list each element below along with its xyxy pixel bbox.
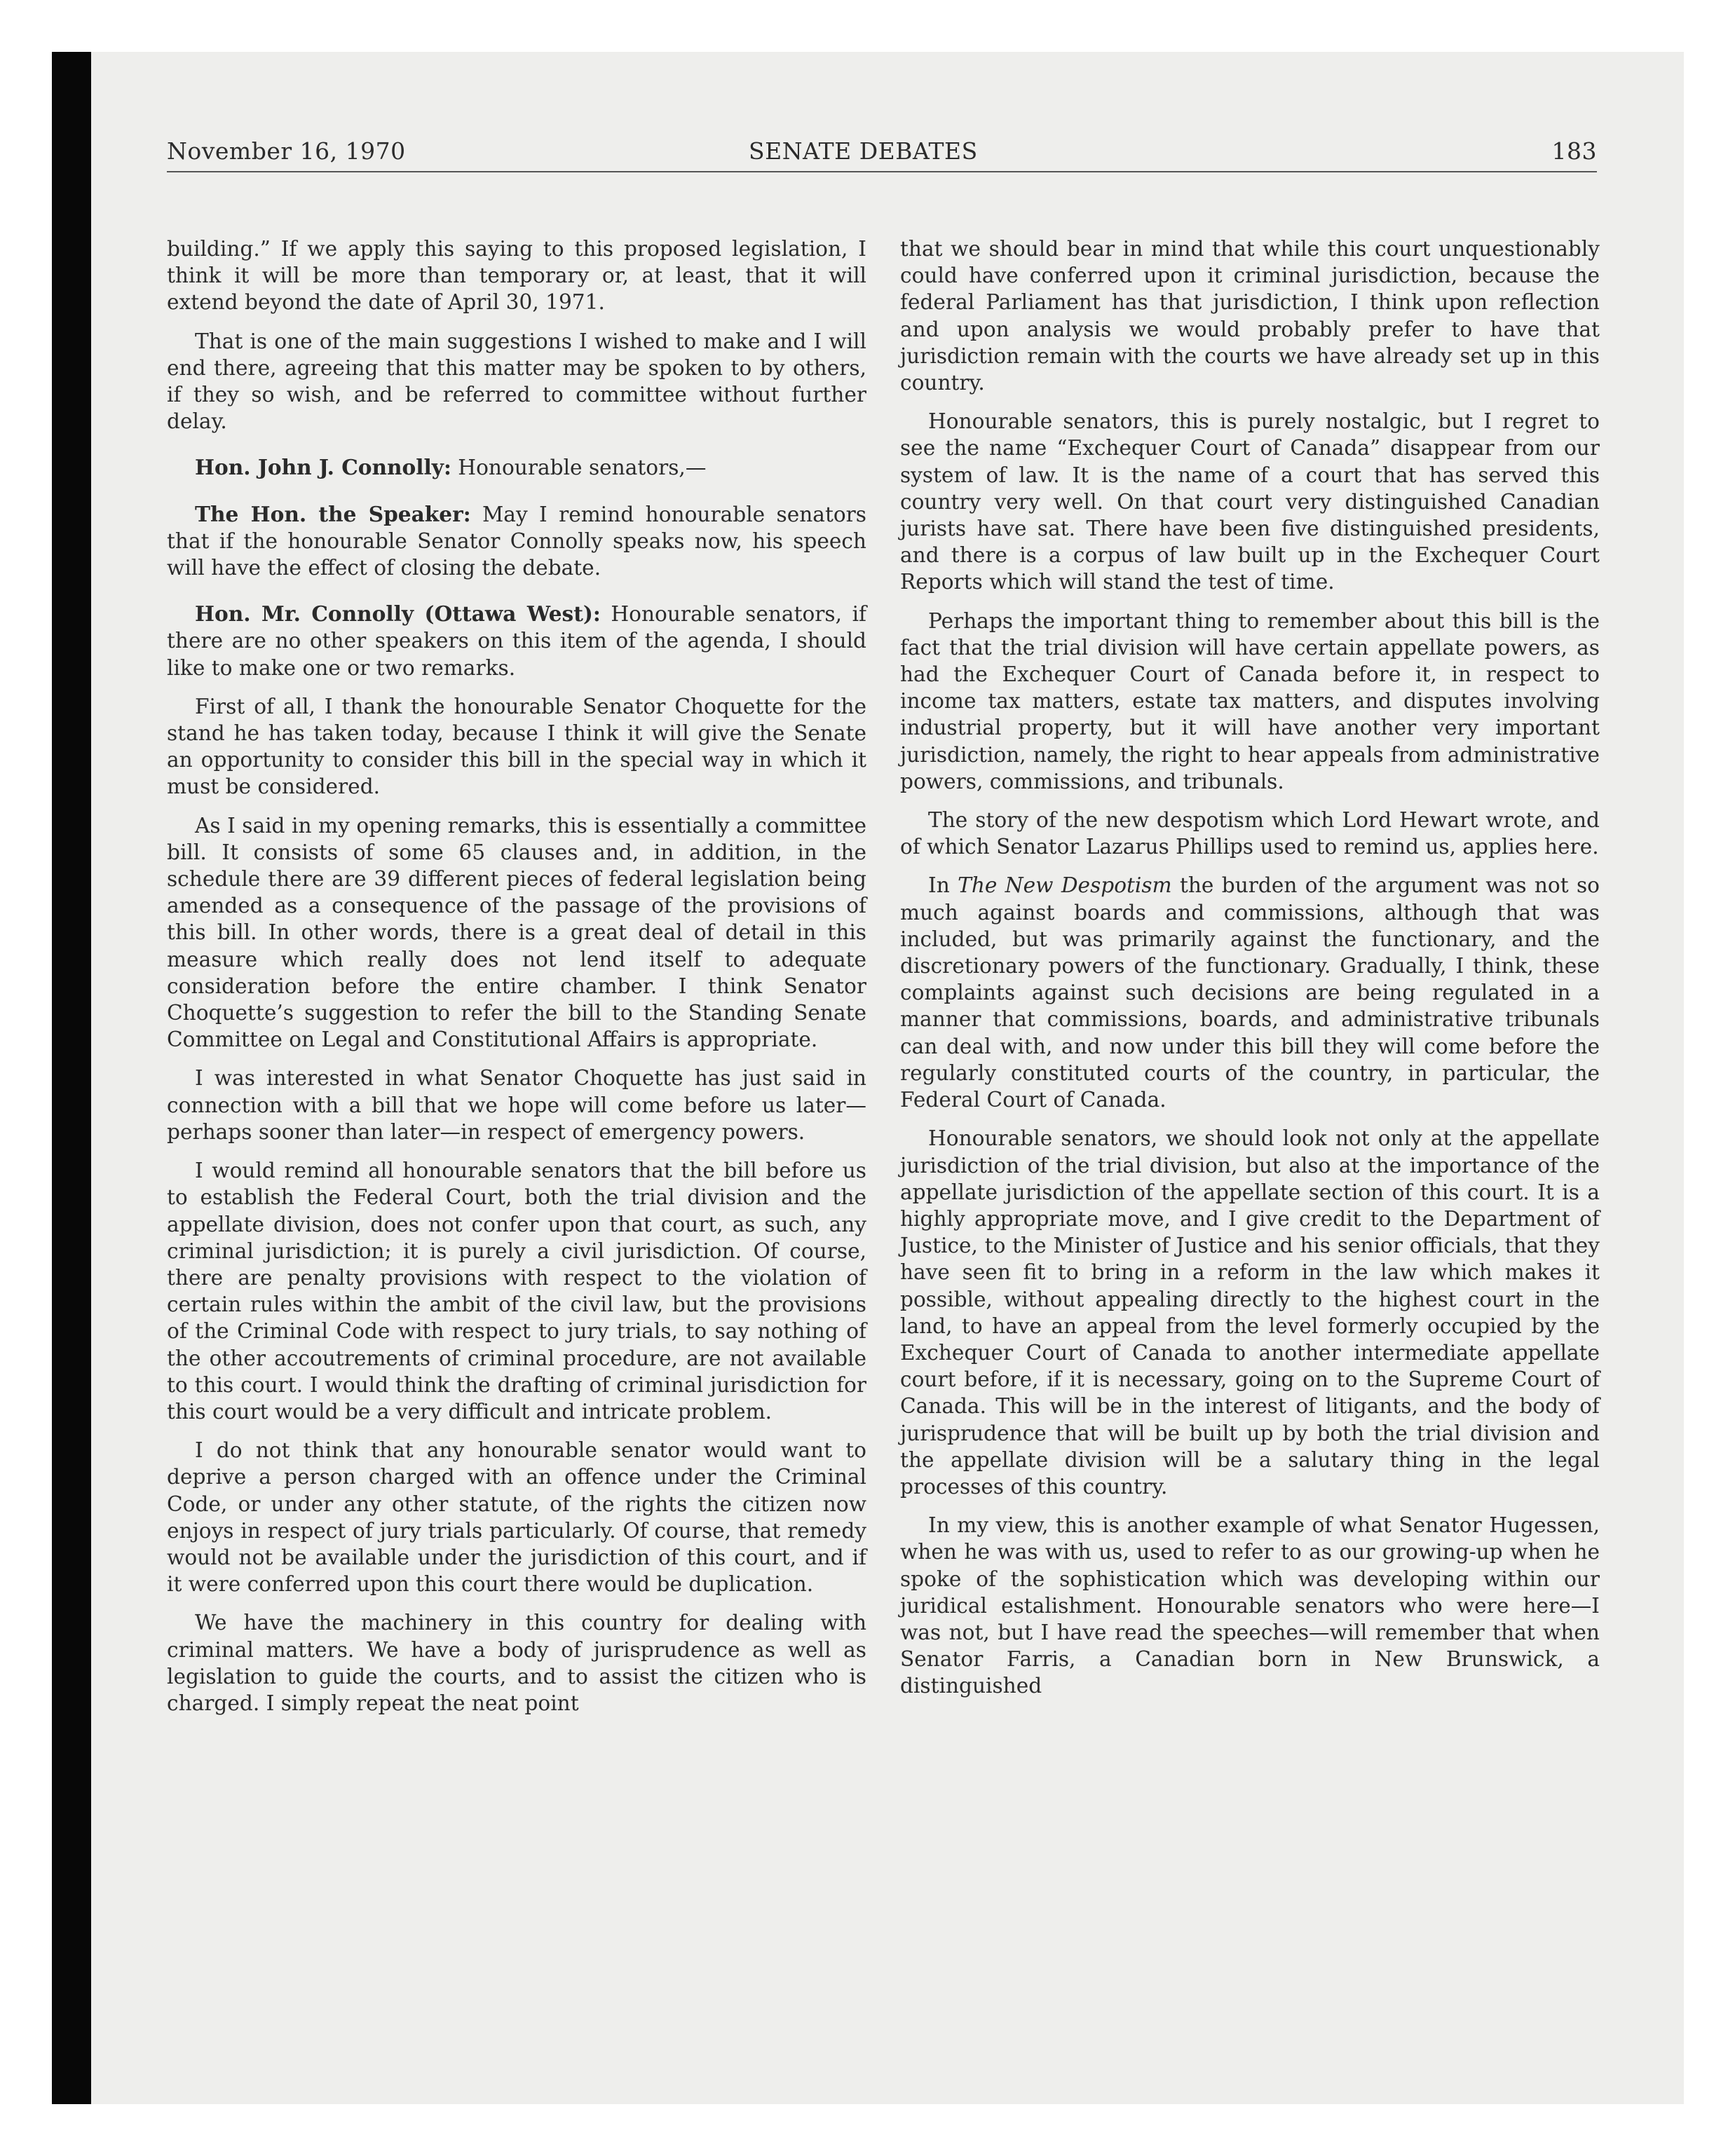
speaker-name: The Hon. the Speaker: [195,501,471,526]
paragraph: That is one of the main suggestions I wished to make and I will end there, agreeing that this matter may be spoken to by others, if they so wish, and be referred to committee without further delay. [167,329,866,434]
paragraph: I was interested in what Senator Choquette has just said in connection with a bill that we hope will come before us later—perhaps sooner than later—in respect of emergency powers. [167,1066,866,1144]
paragraph: In my view, this is another example of what Senator Hugessen, when he was with us, used to refer to as our growing-up when he spoke of the sophistication which was developing within our juridical estalishment. Honourable senators who were here—I was not, but I have read the speeches—will remember that when Senator Farris, a Canadian born in New Brunswick, a distinguished [900,1513,1600,1698]
header-title: SENATE DEBATES [749,137,978,165]
header-date: November 16, 1970 [167,137,406,165]
speech-paragraph [167,454,866,481]
speech-paragraph [167,501,866,582]
paragraph: First of all, I thank the honourable Senator Choquette for the stand he has taken today, because I think it will give the Senate an opportunity to consider this bill in the special way in which it must be considered. [167,694,866,799]
paragraph: We have the machinery in this country for dealing with criminal matters. We have a body of jurisprudence as well as legislation to guide the courts, and to assist the citizen who is charged. I simply repeat the neat point [167,1611,866,1715]
speaker-name: Hon. John J. Connolly: [195,455,451,480]
text-run: In [928,873,958,898]
paragraph: Perhaps the important thing to remember about this bill is the fact that the trial division will have certain appellate powers, as had the Exchequer Court of Canada before it, in respect to income tax matters, estate tax matters, and disputes involving industrial property, but it will have another very important jurisdiction, namely, the right to hear appeals from administrative powers, commissions, and tribunals. [900,608,1600,793]
paragraph: that we should bear in mind that while this court unquestionably could have conferred upon it criminal jurisdiction, because the federal Parliament has that jurisdiction, I think upon reflection and upon analysis we would probably prefer to have that jurisdiction remain with the courts we have already set up in this country. [900,237,1600,395]
paragraph: I would remind all honourable senators that the bill before us to establish the Federal Court, both the trial division and the appellate division, does not confer upon that court, as such, any criminal jurisdiction; it is purely a civil jurisdiction. Of course, there are penalty provisions with respect to the violation of certain rules within the ambit of the civil law, but the provisions of the Criminal Code with respect to jury trials, to say nothing of the other accoutrements of criminal procedure, are not available to this court. I would think the drafting of criminal jurisdiction for this court would be a very difficult and intricate problem. [167,1159,866,1424]
page-header [167,137,1597,175]
paragraph: I do not think that any honourable senator would want to deprive a person charged with an offence under the Criminal Code, or under any other statute, of the rights the citizen now enjoys in respect of jury trials particularly. Of course, that remedy would not be available under the jurisdiction of this court, and if it were conferred upon this court there would be duplication. [167,1438,866,1597]
header-rule [167,171,1597,172]
speech-text: Honourable senators, if there are no other speakers on this item of the agenda, I should like to make one or two remarks. [167,602,866,680]
right-column [900,236,1600,1712]
text-run: the burden of the argument was not so much against boards and commissions, although that was included, but was primarily against the functionary, and the discretionary powers of the functionary. Gradually, I think, these complaints against such decisions are being regulated in a manner that commissions, boards, and administrative tribunals can deal with, and now under this bill they will come before the regularly constituted courts of the country, in particular, the Federal Court of Canada. [900,873,1600,1112]
book-title: The New Despotism [958,873,1172,898]
paragraph [900,872,1600,1113]
paragraph: The story of the new despotism which Lord Hewart wrote, and of which Senator Lazarus Phillips used to remind us, applies here. [900,808,1600,859]
speech-text: May I remind honourable senators that if the honourable Senator Connolly speaks now, his speech will have the effect of closing the debate. [167,502,866,580]
binding-edge [52,52,91,2104]
speaker-name: Hon. Mr. Connolly (Ottawa West): [195,601,601,627]
speech-text: Honourable senators,— [451,456,707,480]
paragraph: As I said in my opening remarks, this is essentially a committee bill. It consists of some 65 clauses and, in addition, in the schedule there are 39 different pieces of federal legislation being amended as a consequence of the passage of the provisions of this bill. In other words, there is a great deal of detail in this measure which really does not lend itself to adequate consideration before the entire chamber. I think Senator Choquette’s suggestion to refer the bill to the Standing Senate Committee on Legal and Constitutional Affairs is appropriate. [167,813,866,1052]
left-column [167,236,866,1728]
speech-paragraph [167,601,866,681]
paragraph: Honourable senators, this is purely nostalgic, but I regret to see the name “Exchequer Court of Canada” disappear from our system of law. It is the name of a court that has served this country very well. On that court very distinguished Canadian jurists have sat. There have been five distinguished presidents, and there is a corpus of law built up in the Exchequer Court Reports which will stand the test of time. [900,409,1600,594]
page-number: 183 [1551,137,1597,165]
paragraph: building.” If we apply this saying to this proposed legislation, I think it will be more than temporary or, at least, that it will extend beyond the date of April 30, 1971. [167,237,866,315]
paragraph: Honourable senators, we should look not only at the appellate jurisdiction of the trial division, but also at the importance of the appellate jurisdiction of the appellate section of this court. It is a highly appropriate move, and I give credit to the Department of Justice, to the Minister of Justice and his senior officials, that they have seen fit to bring in a reform in the law which makes it possible, without appealing directly to the highest court in the land, to have an appeal from the level formerly occupied by the Exchequer Court of Canada to another intermediate appellate court before, if it is necessary, going on to the Supreme Court of Canada. This will be in the interest of litigants, and the body of jurisprudence that will be built up by both the trial division and the appellate division will be a salutary thing in the legal processes of this country. [900,1126,1600,1499]
